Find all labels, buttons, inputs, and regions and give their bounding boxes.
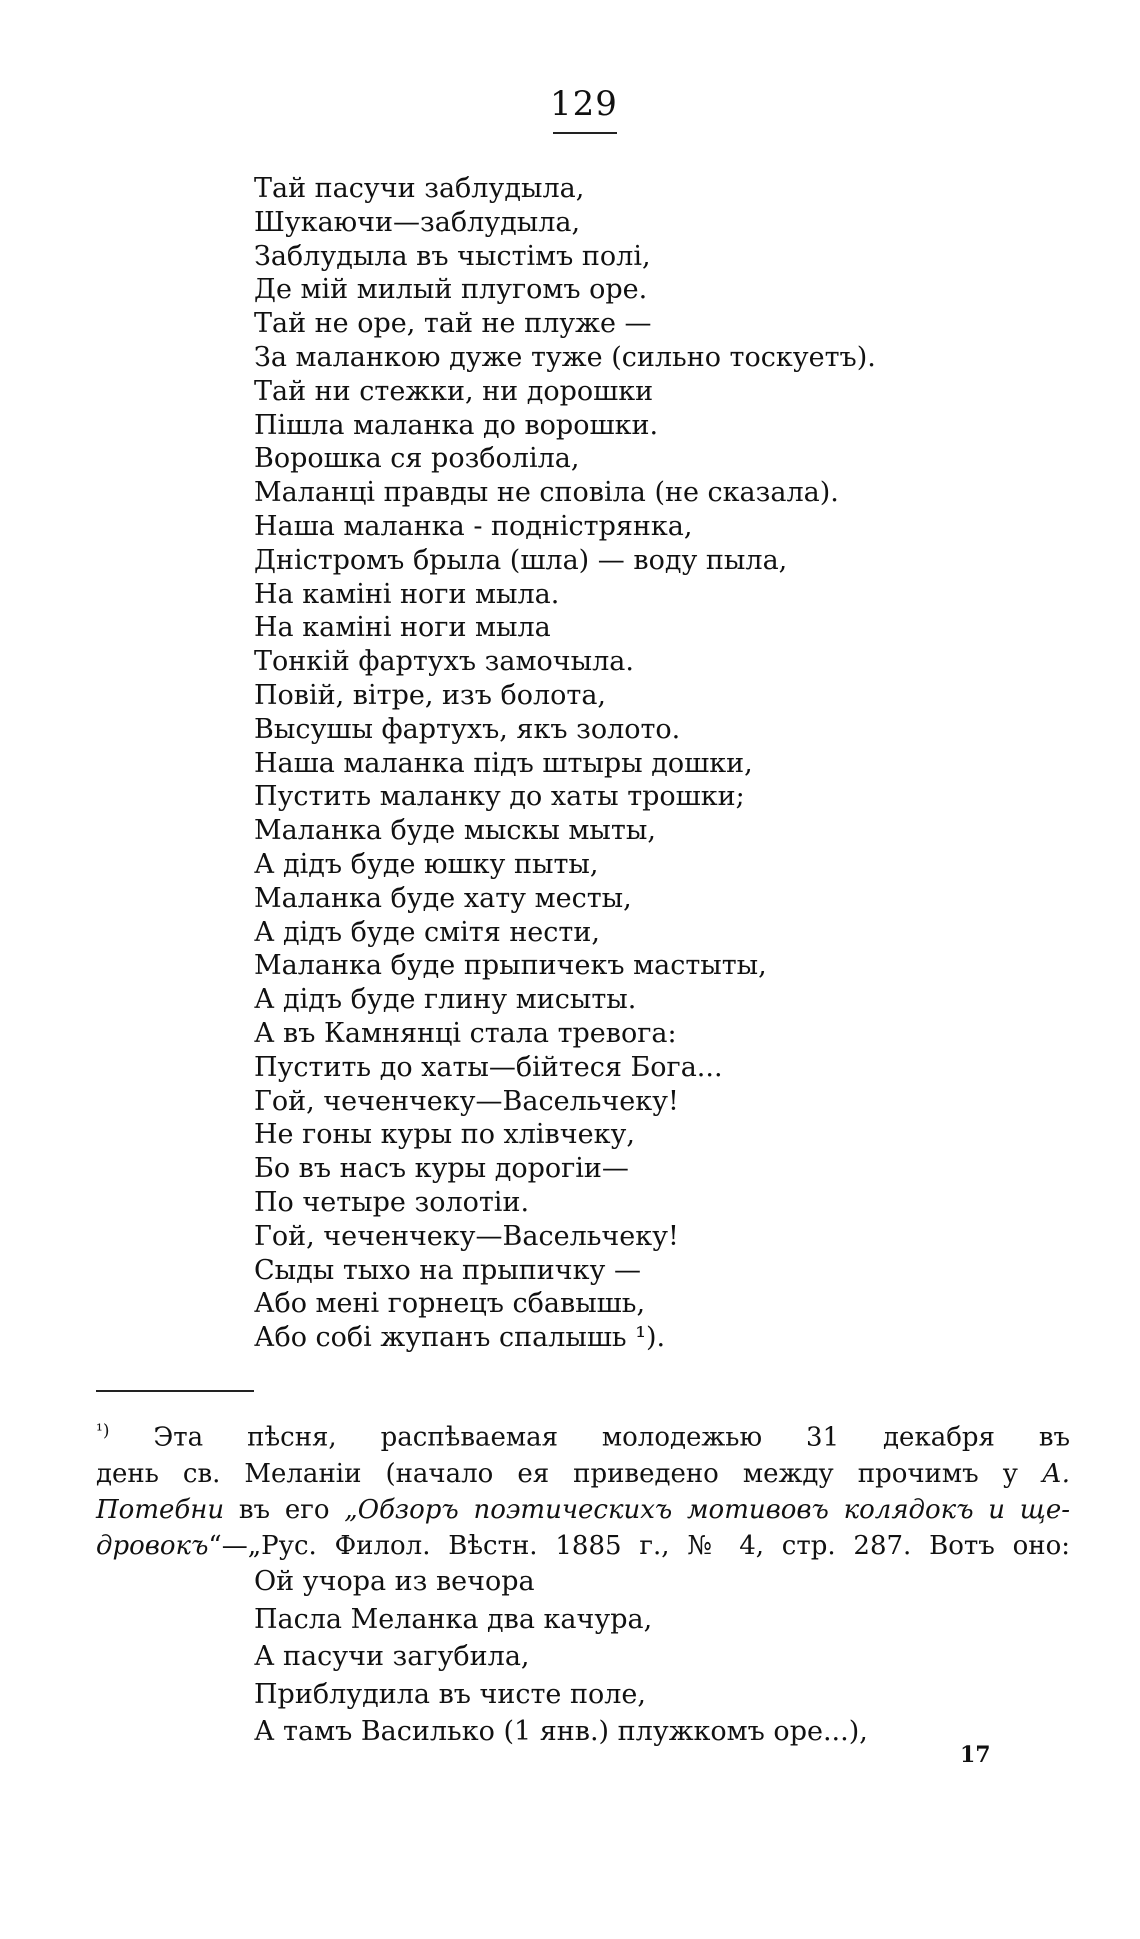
poem-line: Маланка буде мыскы мыты, xyxy=(254,815,656,847)
poem-line: Гой, чеченчеку—Васельчеку! xyxy=(254,1085,679,1117)
poem-line: Маланка буде прыпичекъ мастыты, xyxy=(254,950,767,982)
poem-line: Тай пасучи заблудыла, xyxy=(254,173,585,204)
page-number-rule xyxy=(553,132,617,134)
poem-line: Ворошка ся розболіла, xyxy=(254,443,580,475)
poem-line: На камінi ноги мыла. xyxy=(254,578,560,610)
poem-line: Бо въ насъ куры дорогiи— xyxy=(254,1153,629,1185)
footnote-line xyxy=(96,1413,1070,1456)
footnote-text: Эта пѣсня, распѣваемая молодежью 31 декабря въ xyxy=(153,1422,1071,1453)
poem-line: Тай ни стежки, ни дорошки xyxy=(254,375,654,407)
poem-line: На камінi ноги мыла xyxy=(254,612,551,644)
footnote-line xyxy=(96,1492,1070,1528)
poem-line: Дністромъ брыла (шла) — воду пыла, xyxy=(254,544,788,576)
footnote-author-initial: А. xyxy=(1042,1458,1070,1489)
quote-line: Ой учора из вечора xyxy=(254,1566,535,1597)
poem-line: Пустить до хаты—бійтеся Бога... xyxy=(254,1051,723,1083)
poem-line: Повій, вітрe, изъ болота, xyxy=(254,679,607,711)
poem-line: Маланка буде хату месты, xyxy=(254,882,632,914)
poem-line: Пустить маланку до хаты трошки; xyxy=(254,781,745,813)
poem-line: Гой, чеченчеку—Васельчеку! xyxy=(254,1220,679,1252)
footnote xyxy=(96,1413,1070,1564)
poem-line: А въ Камнянці стала тревога: xyxy=(254,1017,677,1049)
poem-line: Маланці правды не сповіла (не сказала). xyxy=(254,477,839,509)
poem-line: Де мій милый плугомъ оре. xyxy=(254,274,648,306)
quote-line: А тамъ Василько (1 янв.) плужкомъ оре...), xyxy=(254,1716,868,1747)
poem-line: А дідъ буде смiтя нести, xyxy=(254,916,600,948)
poem-line: Сыды тыхо на прыпичку — xyxy=(254,1254,641,1286)
page-number: 129 xyxy=(550,84,618,124)
quote-line: Приблудила въ чисте поле, xyxy=(254,1678,646,1710)
poem-line: По четыре золотіи. xyxy=(254,1186,530,1218)
footnote-line xyxy=(96,1528,1070,1564)
footnote-author: Потебни xyxy=(96,1494,225,1525)
signature-mark: 17 xyxy=(960,1742,991,1768)
poem-line: Тай не оре, тай не плуже — xyxy=(254,308,652,340)
poem-line: Шукаючи—заблудыла, xyxy=(254,206,581,238)
footnote-text: въ его xyxy=(224,1494,345,1525)
footnote-work-title: дровокъ xyxy=(96,1530,209,1561)
footnote-marker: ¹) xyxy=(96,1421,110,1441)
poem-line: Наша маланка - поднiстрянка, xyxy=(254,510,693,542)
poem-line: Заблудыла въ чыстімъ полі, xyxy=(254,240,651,272)
footnote-text: “—„Рус. Филол. Вѣстн. 1885 г., № 4, стр. 287. Вотъ оно: xyxy=(208,1530,1070,1561)
footnote-rule xyxy=(96,1390,254,1392)
poem-line: Не гоны куры по хлівчеку, xyxy=(254,1119,635,1151)
poem-line: А дідъ буде глину мисыты. xyxy=(254,984,637,1016)
footnote-quote xyxy=(254,1563,1014,1751)
footnote-work-title: „Обзоръ поэтическихъ мотивовъ колядокъ и ще- xyxy=(344,1494,1071,1525)
poem-line: Пішла маланка до ворошки. xyxy=(254,409,659,441)
quote-line: Пасла Меланка два качура, xyxy=(254,1603,653,1635)
poem-line: Наша маланка підъ штыры дошки, xyxy=(254,747,753,779)
poem-line: А дідъ буде юшку пыты, xyxy=(254,848,599,880)
poem-line: За маланкою дуже туже (сильно тоскуетъ). xyxy=(254,341,876,373)
poem xyxy=(254,172,1054,1355)
poem-line: Тонкій фартухъ замочыла. xyxy=(254,646,634,678)
quote-line: А пасучи загубила, xyxy=(254,1641,530,1672)
footnote-text: день св. Меланiи (начало ея приведено между прочимъ у xyxy=(96,1458,1043,1489)
poem-line: Або собі жупанъ спалышь ¹). xyxy=(254,1322,666,1354)
poem-line: Высушы фартухъ, якъ золото. xyxy=(254,713,681,745)
poem-line: Або мені горнецъ сбавышь, xyxy=(254,1288,646,1320)
footnote-line xyxy=(96,1456,1070,1492)
